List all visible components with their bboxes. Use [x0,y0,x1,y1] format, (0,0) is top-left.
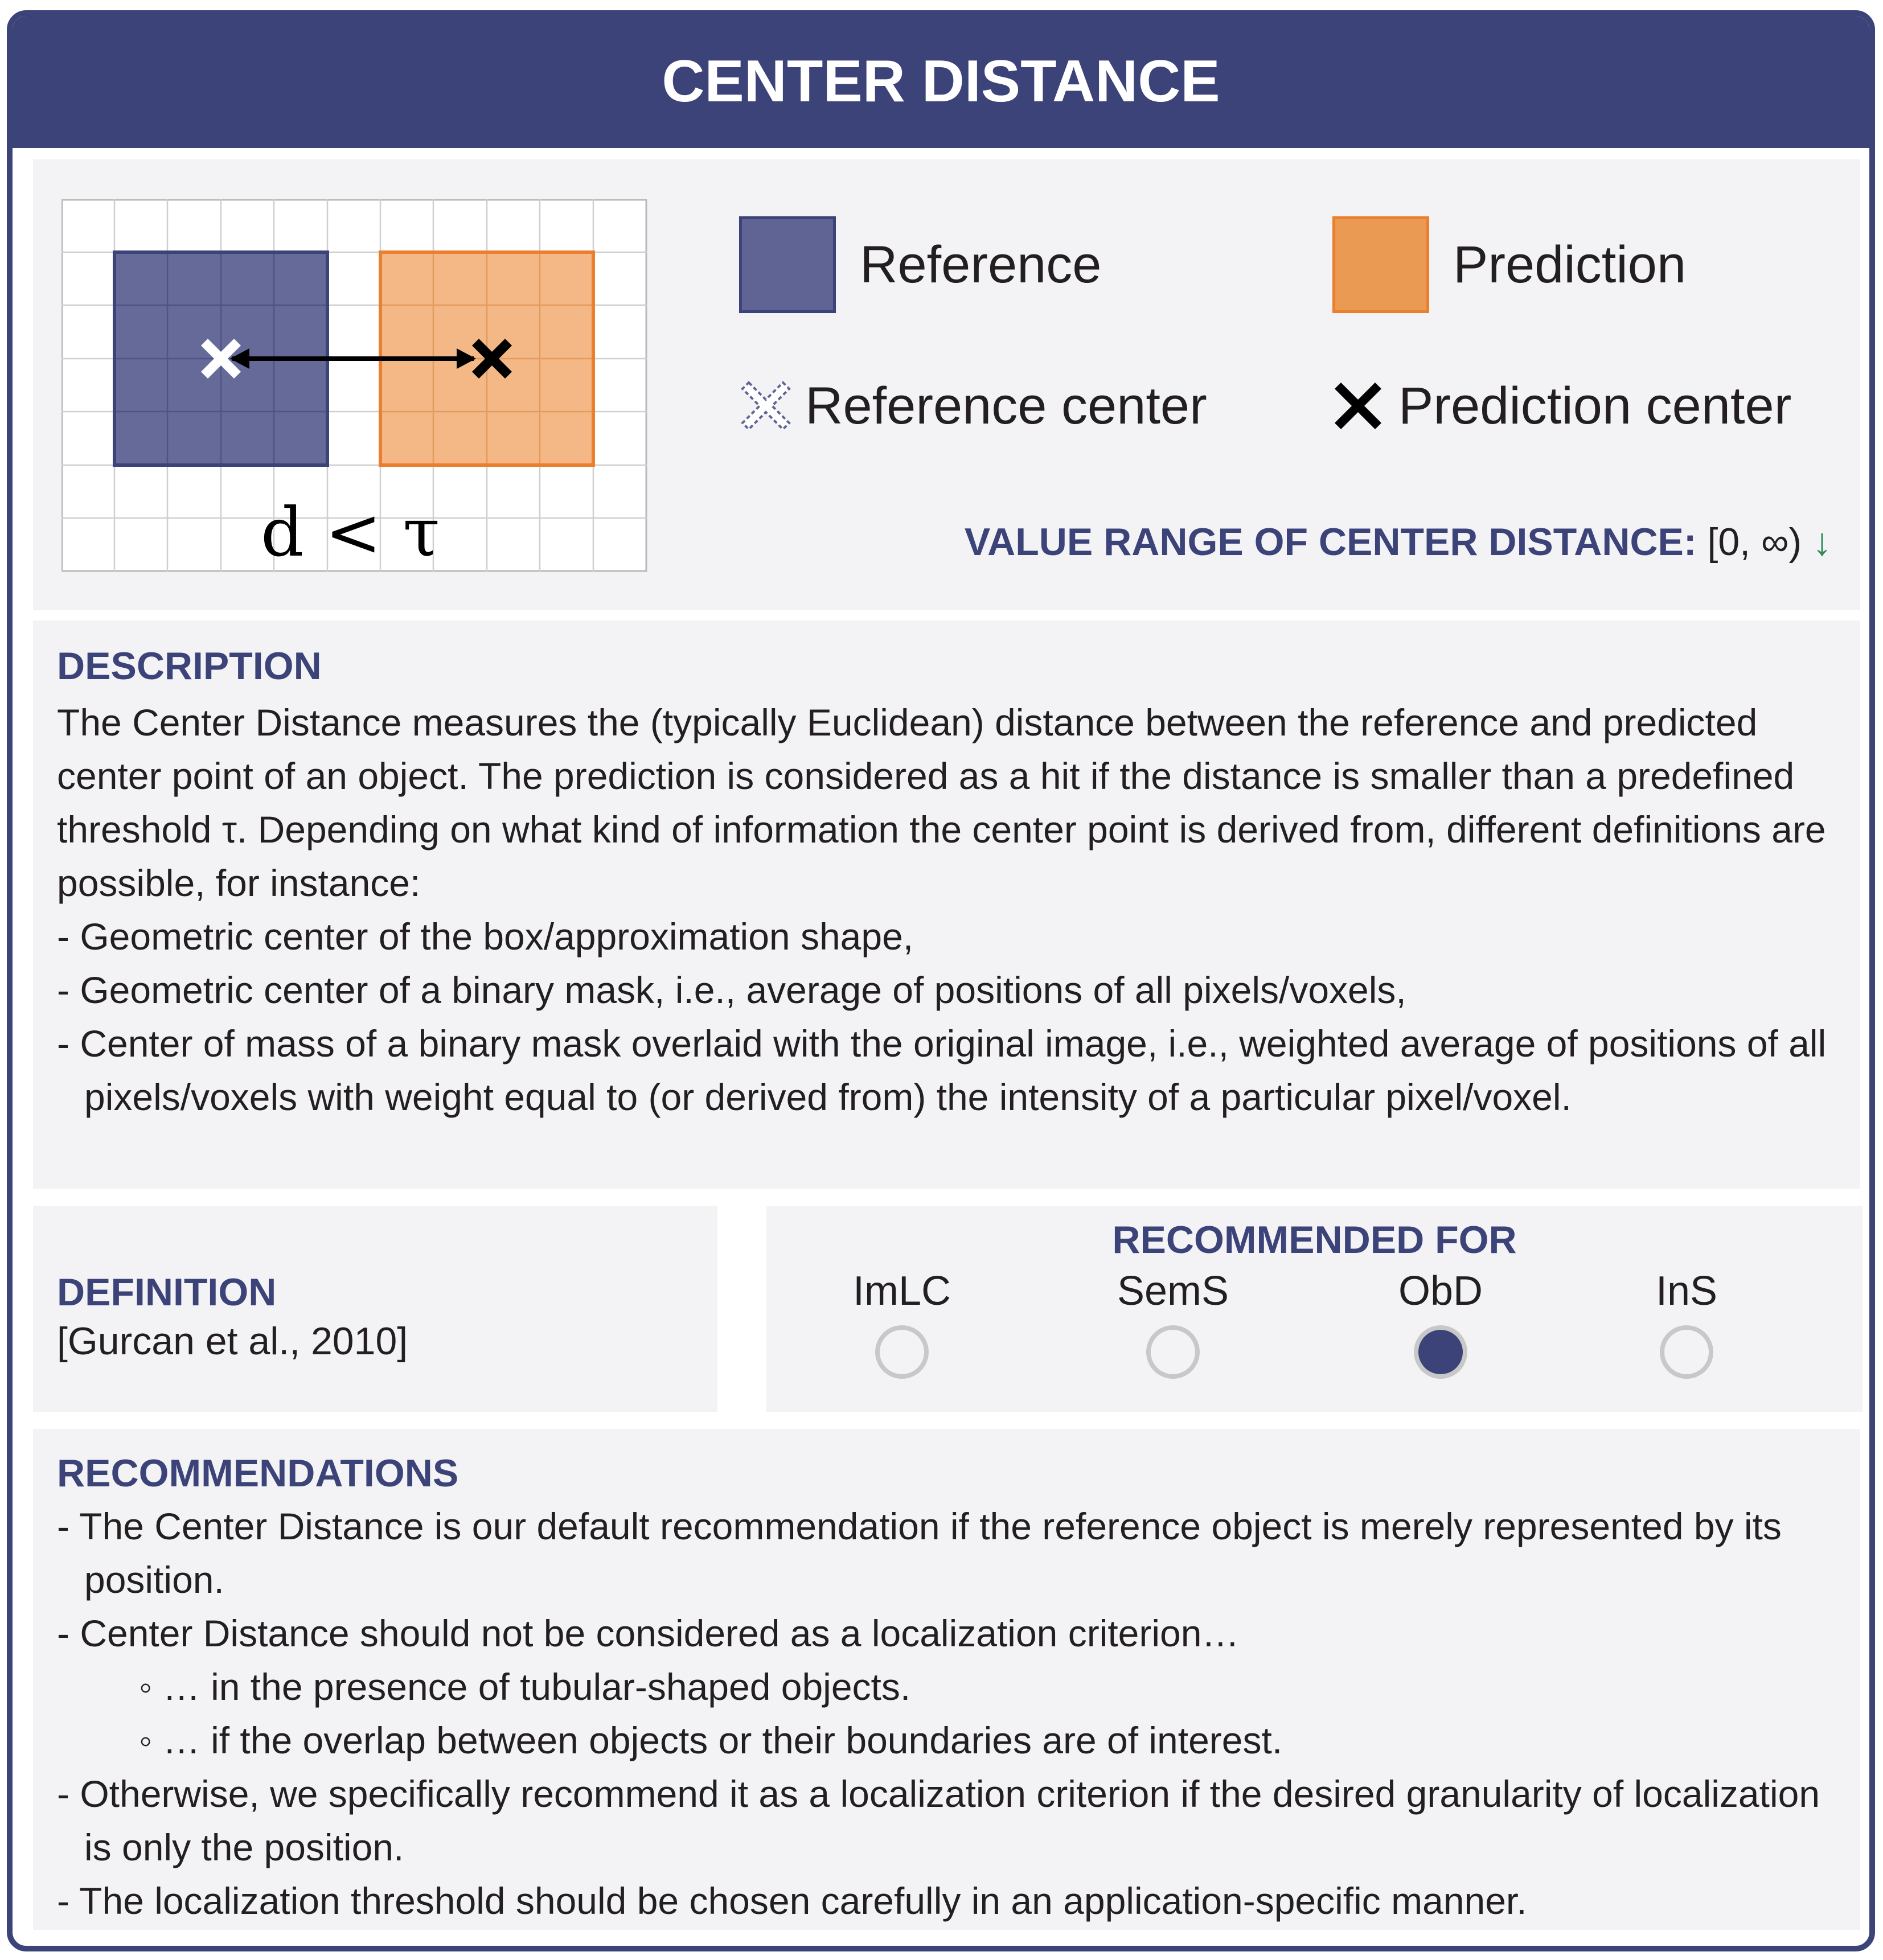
value-range-value: [0, ∞) [1707,520,1802,564]
recommendation-item: - Otherwise, we specifically recommend it as a localization criterion if the desired granularity of localization is only the position. [57,1773,1820,1868]
value-range-arrow: ↓ [1812,520,1832,564]
recommendations-title: RECOMMENDATIONS [57,1452,459,1495]
card-title: CENTER DISTANCE [13,16,1869,148]
prediction-center-icon [1332,380,1384,432]
task-label-sems: SemS [1117,1268,1229,1314]
reference-center-legend-label: Reference center [805,377,1207,435]
definition-title: DEFINITION [57,1271,277,1314]
task-label-obd: ObD [1398,1268,1483,1314]
task-radio-ins[interactable] [1660,1325,1713,1379]
recommendation-item: - The localization threshold should be chosen carefully in an application-specific manner. [57,1880,1527,1922]
recommended-for-title: RECOMMENDED FOR [1112,1218,1517,1262]
value-range-label: VALUE RANGE OF CENTER DISTANCE: [964,520,1697,564]
description-title: DESCRIPTION [57,644,322,688]
recommendations-panel [33,1429,1860,1930]
description-item: - Geometric center of a binary mask, i.e., average of positions of all pixels/voxels, [57,969,1406,1011]
value-range [965,519,1832,565]
prediction-center-legend-label: Prediction center [1398,377,1792,435]
description-item: - Geometric center of the box/approximation shape, [57,915,914,958]
reference-legend-label: Reference [860,236,1102,294]
definition-citation: [Gurcan et al., 2010] [57,1320,408,1363]
reference-swatch [739,216,836,313]
task-label-imlc: ImLC [852,1268,951,1314]
task-radio-imlc[interactable] [875,1325,929,1379]
illustration-panel [33,159,1860,610]
recommendation-subitem: ◦ … in the presence of tubular-shaped objects. [139,1666,911,1708]
formula-label: d < τ [261,493,440,572]
recommendation-item: - Center Distance should not be considered as a localization criterion… [57,1612,1240,1654]
prediction-swatch [1332,216,1429,313]
definition-panel [33,1206,717,1412]
task-label-ins: InS [1655,1268,1718,1314]
recommendation-item: - The Center Distance is our default recommendation if the reference object is merely represented by its position. [57,1505,1782,1601]
prediction-legend-label: Prediction [1453,236,1687,294]
reference-center-icon [740,380,791,432]
recommended-for-panel [766,1206,1863,1412]
description-panel [33,621,1860,1189]
recommendation-subitem: ◦ … if the overlap between objects or their boundaries are of interest. [139,1719,1283,1761]
task-radio-obd[interactable] [1414,1325,1467,1379]
description-item: - Center of mass of a binary mask overlaid with the original image, i.e., weighted average of positions of all pixels/voxels with weight equal to (or derived from) the intensity of a particular pixel/voxel. [57,1022,1827,1118]
task-radio-sems[interactable] [1146,1325,1200,1379]
description-paragraph: The Center Distance measures the (typically Euclidean) distance between the reference and predicted center point of an object. The prediction is considered as a hit if the distance is smaller than a predefined threshold τ. Depending on what kind of information the center point is derived from, different definitions are possible, for instance: [57,701,1826,904]
metric-card [7,10,1875,1951]
